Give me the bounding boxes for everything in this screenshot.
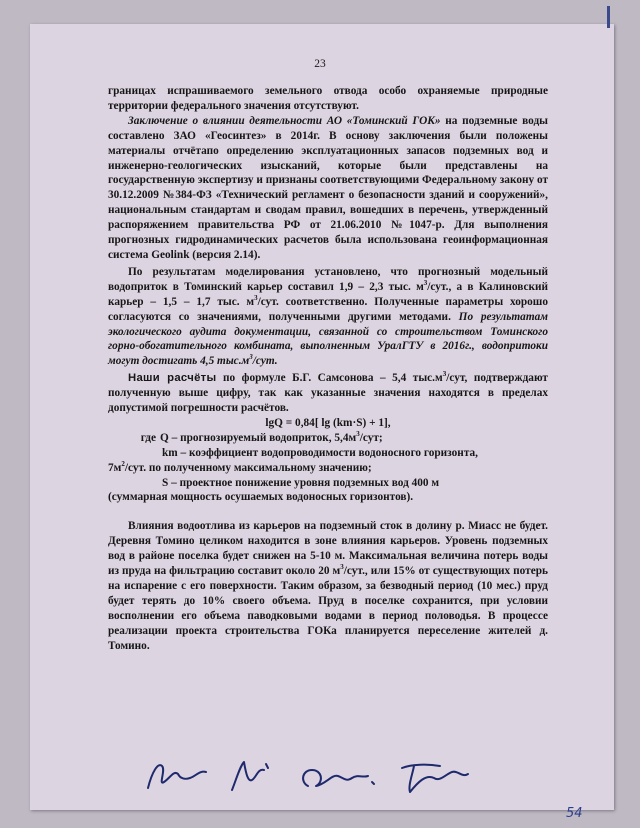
legend-q: где Q – прогнозируемый водоприток, $5,4м^3$/сут; bbox=[140, 430, 383, 444]
paragraph-5: Влияния водоотлива из карьеров на подземный сток в долину р. Миасс не будет. Деревня Томино целиком находится в зоне влияния карьеров. Уровень подземных вод в районе поселка будет снижен на 5-10 м. Максимальная величина потерь воды из пруда на фильтрацию составит около 20 $м^3$/сут., или 15% от существующих потерь на испарение с его поверхности. Таким образом, за безводный период (10 мес.) пруд будет терять до 10% своего объема. Пруд в поселке сохранится, при условии восполнении его объема паводковыми водами в период половодья. В процессе реализации проекта строительства ГОКа планируется переселение жителей д. Томино. bbox=[108, 520, 549, 652]
paragraph-2: Заключение о влиянии деятельности АО «Томинский ГОК» на подземные воды составлено ЗАО «Геосинтез» в 2014г. В основу заключения были положены материалы отчётапо определению эксплуатационных запасов подземных вод и инженерно-геологических изысканий, которые были представлены на государственную экспертизу и признаны соответствующими Федеральному закону от 30.12.2009 №384-ФЗ «Технический регламент о безопасности зданий и сооружений», национальным стандартам и сводам правил, вошедших в перечень, утвержденный распоряжением правительства РФ от 21.06.2010 №1047-р. Для выполнения прогнозных гидродинамических расчетов была использована геоинформационная система Geolink (версия 2.14). bbox=[108, 114, 548, 261]
document-body bbox=[108, 84, 548, 654]
signature-3 bbox=[303, 770, 374, 786]
legend-km-continued: $7м^2$/сут. по полученному максимальному значению; bbox=[108, 459, 372, 474]
paragraph-1: границах испрашиваемого земельного отвода особо охраняемые природные территории федерального значения отсутствуют. bbox=[108, 85, 548, 112]
legend-km: km – коэффициент водопроводимости водоносного горизонта, bbox=[162, 446, 478, 459]
formula: lgQ = 0,84[ lg (km·S) + 1], bbox=[265, 416, 391, 429]
signatures bbox=[140, 752, 500, 800]
signature-1 bbox=[148, 765, 206, 788]
paragraph-3: По результатам моделирования установлено, что прогнозный модельный водоприток в Томинский карьер составил 1,9 – 2,3 тыс. $м^3$/сут., а в Калиновский карьер – 1,5 – 1,7 тыс. $м^3$/сут. соответственно. Полученные параметры хорошо согласуются со значениями, полученными другими методами. По результатам экологического аудита документации, связанной со строительством Томинского горно-обогатительного комбината, выполненным УралГТУ в 2016г., водопритоки могут достигать 4,5 $тыс.м^3$/сут. bbox=[108, 265, 549, 368]
signature-4 bbox=[402, 765, 468, 792]
paragraph-4: Наши расчёты по формуле Б.Г. Самсонова – 5,4 $тыс.м^3$/сут, подтверждают полученную выше цифру, так как указанные значения находятся в пределах допустимой погрешности расчётов. bbox=[108, 370, 548, 415]
signature-2 bbox=[232, 762, 268, 790]
legend-s: S – проектное понижение уровня подземных вод 400 м bbox=[162, 476, 440, 489]
handwritten-signatures bbox=[140, 752, 500, 800]
page-number: 23 bbox=[314, 58, 326, 70]
corner-mark bbox=[599, 6, 610, 28]
calculations-heading: Наши расчёты bbox=[128, 372, 217, 385]
sheet-number: 54 bbox=[566, 806, 583, 821]
paragraph-2-title: Заключение о влиянии деятельности АО «Томинский ГОК» bbox=[128, 114, 441, 127]
legend-s-continued: (суммарная мощность осушаемых водоносных горизонтов). bbox=[108, 491, 414, 504]
